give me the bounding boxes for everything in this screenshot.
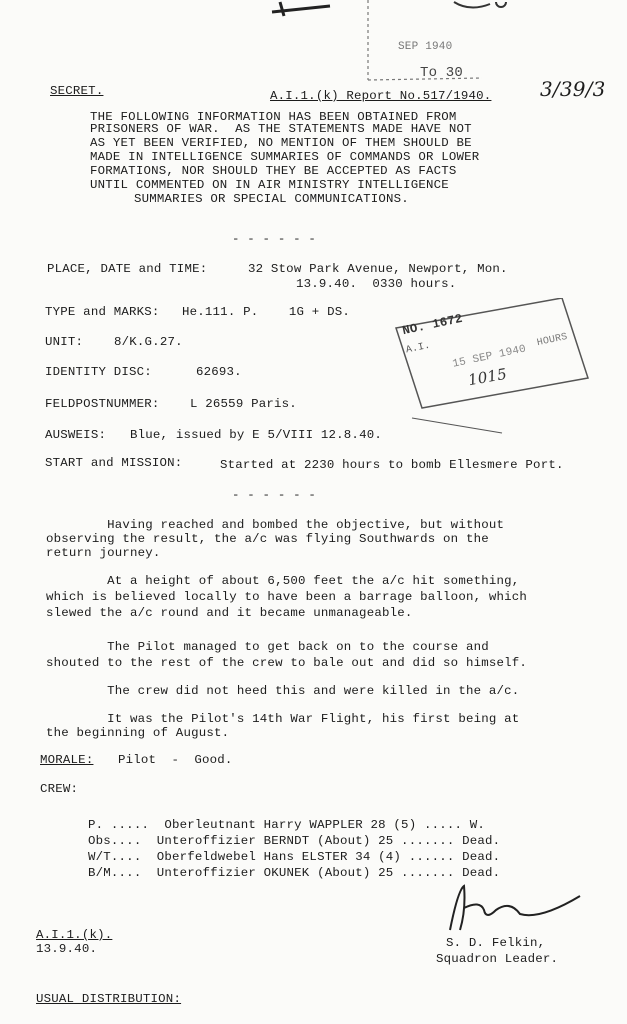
- separator: - - - - - -: [232, 232, 316, 246]
- notice-line: PRISONERS OF WAR. AS THE STATEMENTS MADE HAVE NOT: [90, 122, 472, 136]
- paragraph-line: The Pilot managed to get back on to the course and: [46, 640, 489, 654]
- notice-line: UNTIL COMMENTED ON IN AIR MINISTRY INTELLIGENCE: [90, 178, 449, 192]
- crew-row: Obs.... Unteroffizier BERNDT (About) 25 ....... Dead.: [88, 834, 501, 848]
- stamp-date: 15 SEP 1940: [451, 343, 528, 371]
- stamp-dept: A.I.: [405, 340, 432, 357]
- crew-row: W/T.... Oberfeldwebel Hans ELSTER 34 (4) ...... Dead.: [88, 850, 501, 864]
- handwritten-file-reference: 3/39/3: [540, 77, 606, 101]
- paragraph-line: At a height of about 6,500 feet the a/c hit something,: [46, 574, 520, 588]
- paragraph-line: The crew did not heed this and were killed in the a/c.: [46, 684, 520, 698]
- paragraph-line: slewed the a/c round and it became unmanageable.: [46, 606, 413, 620]
- classification-label: SECRET.: [50, 84, 104, 98]
- stamp-time: 1015: [466, 364, 509, 390]
- ausweis-value: Blue, issued by E 5/VIII 12.8.40.: [130, 428, 382, 442]
- notice-line: SUMMARIES OR SPECIAL COMMUNICATIONS.: [134, 192, 409, 206]
- distribution-label: USUAL DISTRIBUTION:: [36, 992, 182, 1006]
- unit-label: UNIT:: [45, 335, 84, 349]
- paragraph-line: It was the Pilot's 14th War Flight, his first being at: [46, 712, 520, 726]
- start-mission-value: Started at 2230 hours to bomb Ellesmere Port.: [220, 458, 564, 472]
- paragraph-line: the beginning of August.: [46, 726, 230, 740]
- unit-value: 8/K.G.27.: [114, 335, 183, 349]
- notice-line: FORMATIONS, NOR SHOULD THEY BE ACCEPTED AS FACTS: [90, 164, 457, 178]
- morale-label: MORALE:: [40, 753, 94, 767]
- stamp-top-to: To 30: [420, 65, 464, 81]
- feldpost-label: FELDPOSTNUMMER:: [45, 397, 160, 411]
- signer-rank: Squadron Leader.: [436, 952, 559, 966]
- type-label: TYPE and MARKS:: [45, 305, 160, 319]
- place-label: PLACE, DATE and TIME:: [47, 262, 208, 276]
- type-value: He.111. P. 1G + DS.: [182, 305, 350, 319]
- feldpost-value: L 26559 Paris.: [190, 397, 297, 411]
- paragraph-line: shouted to the rest of the crew to bale out and did so himself.: [46, 656, 528, 670]
- paragraph-line: which is believed locally to have been a barrage balloon, which: [46, 590, 528, 604]
- crew-row: B/M.... Unteroffizier OKUNEK (About) 25 ....... Dead.: [88, 866, 501, 880]
- crew-row: P. ..... Oberleutnant Harry WAPPLER 28 (5) ..... W.: [88, 818, 486, 832]
- notice-line: MADE IN INTELLIGENCE SUMMARIES OF COMMANDS OR LOWER: [90, 150, 480, 164]
- place-value: 32 Stow Park Avenue, Newport, Mon.: [248, 262, 508, 276]
- start-mission-label: START and MISSION:: [45, 456, 183, 470]
- receipt-stamp-top: [362, 0, 502, 95]
- ausweis-label: AUSWEIS:: [45, 428, 107, 442]
- separator: - - - - - -: [232, 488, 316, 502]
- identity-disc-label: IDENTITY DISC:: [45, 365, 152, 379]
- receipt-stamp-box: [392, 298, 592, 438]
- stamp-number: NO. 1672: [401, 311, 464, 339]
- paragraph-line: Having reached and bombed the objective, but without: [46, 518, 505, 532]
- crew-label: CREW:: [40, 782, 79, 796]
- notice-line: THE FOLLOWING INFORMATION HAS BEEN OBTAINED FROM: [90, 110, 457, 124]
- paragraph-line: observing the result, the a/c was flying Southwards on the: [46, 532, 489, 546]
- signer-name: S. D. Felkin,: [446, 936, 546, 950]
- stamp-top-date: SEP 1940: [398, 41, 453, 53]
- footer-reference: A.I.1.(k).: [36, 928, 113, 942]
- handwritten-signature: [440, 880, 590, 940]
- footer-date: 13.9.40.: [36, 942, 98, 956]
- notice-line: AS YET BEEN VERIFIED, NO MENTION OF THEM SHOULD BE: [90, 136, 472, 150]
- date-time-value: 13.9.40. 0330 hours.: [296, 277, 457, 291]
- stamp-hours-label: HOURS: [536, 331, 569, 350]
- paragraph-line: return journey.: [46, 546, 161, 560]
- report-reference: A.I.1.(k) Report No.517/1940.: [270, 89, 492, 103]
- identity-disc-value: 62693.: [196, 365, 242, 379]
- morale-value: Pilot - Good.: [118, 753, 233, 767]
- handwritten-mark: [270, 0, 340, 20]
